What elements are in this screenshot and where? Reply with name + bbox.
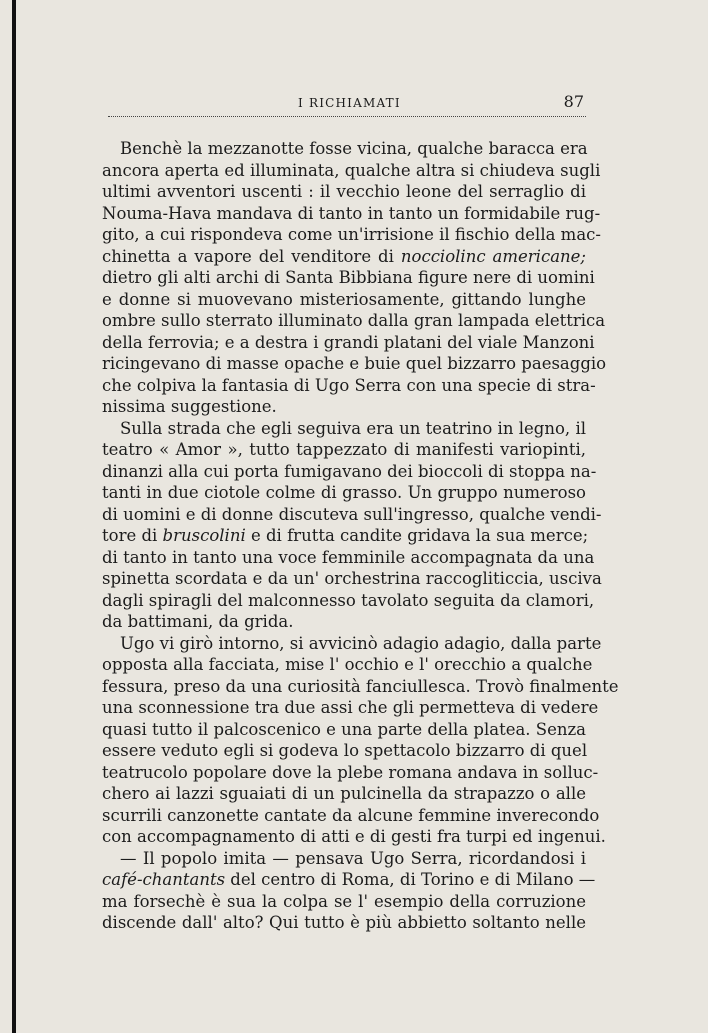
text-segment: di tanto in tanto una voce femminile accompagnata da una xyxy=(102,547,595,567)
text-line xyxy=(102,246,586,268)
text-line xyxy=(102,869,596,891)
text-segment: Benchè la mezzanotte fosse vicina, qualche baracca era xyxy=(120,139,588,158)
text-segment: essere veduto egli si godeva lo spettacolo bizzarro di quel xyxy=(102,741,588,760)
text-line xyxy=(102,375,596,397)
text-segment: ombre sullo sterrato illuminato dalla gran lampada elettrica xyxy=(102,311,606,330)
book-binding-edge xyxy=(12,0,16,1033)
text-line xyxy=(102,138,586,160)
text-segment: dietro gli alti archi di Santa Bibbiana figure nere di uomini xyxy=(102,268,595,287)
text-line xyxy=(102,740,586,762)
page-number: 87 xyxy=(563,92,584,111)
text-segment: nissima suggestione. xyxy=(102,397,277,416)
text-segment: ancora aperta ed illuminata, qualche altra si chiudeva sugli xyxy=(102,160,601,180)
text-line xyxy=(102,762,599,784)
text-segment: e donne si muovevano misteriosamente, gittando lunghe xyxy=(102,289,586,309)
text-line xyxy=(102,504,602,526)
text-line xyxy=(102,310,606,332)
text-segment: opposta alla facciata, mise l' occhio e l' orecchio a qualche xyxy=(102,655,593,674)
text-segment: Ugo vi girò intorno, si avvicinò adagio adagio, dalla parte xyxy=(120,633,602,653)
text-line xyxy=(102,654,593,676)
text-segment: di uomini e di donne discuteva sull'ingresso, qualche vendi- xyxy=(102,504,602,524)
text-segment: tore di xyxy=(102,526,163,545)
text-segment: e di frutta candite gridava la sua merce; xyxy=(245,526,589,545)
text-line xyxy=(102,160,601,182)
text-line xyxy=(102,547,595,569)
text-line xyxy=(102,697,599,719)
text-segment: da battimani, da grida. xyxy=(102,612,294,631)
text-segment: discende dall' alto? Qui tutto è più abbietto soltanto nelle xyxy=(102,913,586,932)
text-segment: ma forsechè è sua la colpa se l' esempio della corruzione xyxy=(102,891,586,911)
text-segment: quasi tutto il palcoscenico e una parte della platea. Senza xyxy=(102,719,587,739)
text-line xyxy=(102,783,586,805)
text-segment: che colpiva la fantasia di Ugo Serra con una specie di stra- xyxy=(102,375,596,395)
text-line xyxy=(102,439,586,461)
text-line xyxy=(102,461,597,483)
text-segment: dinanzi alla cui porta fumigavano dei bioccoli di stoppa na- xyxy=(102,461,597,481)
running-head: I RICHIAMATI xyxy=(298,96,401,110)
text-line xyxy=(102,332,595,354)
text-segment: della ferrovia; e a destra i grandi platani del viale Manzoni xyxy=(102,332,595,352)
text-line xyxy=(102,611,586,633)
text-segment: gito, a cui rispondeva come un'irrisione il fischio della mac- xyxy=(102,225,601,244)
text-segment: ultimi avventori uscenti : il vecchio leone del serraglio di xyxy=(102,182,586,201)
text-segment: — Il popolo imita — pensava Ugo Serra, ricordandosi i xyxy=(120,848,586,868)
text-segment: scurrili canzonette cantate da alcune femmine inverecondo xyxy=(102,805,600,825)
page-header xyxy=(108,92,586,117)
text-segment: chinetta a vapore del venditore di xyxy=(102,246,401,266)
text-line xyxy=(102,568,602,590)
text-segment: teatrucolo popolare dove la plebe romana andava in solluc- xyxy=(102,762,599,782)
text-line xyxy=(102,912,586,934)
text-line xyxy=(102,482,586,504)
text-segment: Nouma-Hava mandava di tanto in tanto un formidabile rug- xyxy=(102,203,601,223)
text-segment: ricingevano di masse opache e buie quel bizzarro paesaggio xyxy=(102,354,607,373)
text-segment: spinetta scordata e da un' orchestrina raccogliticcia, usciva xyxy=(102,569,602,588)
text-line xyxy=(102,676,619,698)
text-segment: con accompagnamento di atti e di gesti fra turpi ed ingenui. xyxy=(102,827,606,846)
text-line xyxy=(102,353,607,375)
text-line xyxy=(102,418,586,440)
text-line xyxy=(102,848,586,870)
text-line xyxy=(102,805,600,827)
text-line xyxy=(102,267,595,289)
text-segment: chero ai lazzi sguaiati di un pulcinella da strapazzo o alle xyxy=(102,784,586,803)
text-line xyxy=(102,203,601,225)
text-line xyxy=(102,289,586,311)
text-segment: una sconnessione tra due assi che gli permetteva di vedere xyxy=(102,698,599,717)
text-segment: dagli spiragli del malconnesso tavolato seguita da clamori, xyxy=(102,590,595,610)
italic-segment: café-chantants xyxy=(102,870,226,889)
text-segment: del centro di Roma, di Torino e di Milano — xyxy=(225,870,596,889)
text-line xyxy=(102,590,595,612)
text-line xyxy=(102,826,606,848)
text-segment: tanti in due ciotole colme di grasso. Un gruppo numeroso xyxy=(102,483,586,502)
italic-segment: bruscolini xyxy=(162,526,246,545)
text-segment: teatro « Amor », tutto tappezzato di manifesti variopinti, xyxy=(102,440,586,459)
body-text xyxy=(102,138,619,934)
text-line xyxy=(102,891,586,913)
text-line xyxy=(102,525,589,547)
text-line xyxy=(102,224,601,246)
text-segment: fessura, preso da una curiosità fanciullesca. Trovò finalmente xyxy=(102,676,619,696)
italic-segment: nocciolinc americane; xyxy=(400,246,586,266)
text-line xyxy=(102,396,586,418)
text-line xyxy=(102,719,586,741)
text-segment: Sulla strada che egli seguiva era un teatrino in legno, il xyxy=(120,418,586,438)
text-line xyxy=(102,181,586,203)
text-line xyxy=(102,633,602,655)
